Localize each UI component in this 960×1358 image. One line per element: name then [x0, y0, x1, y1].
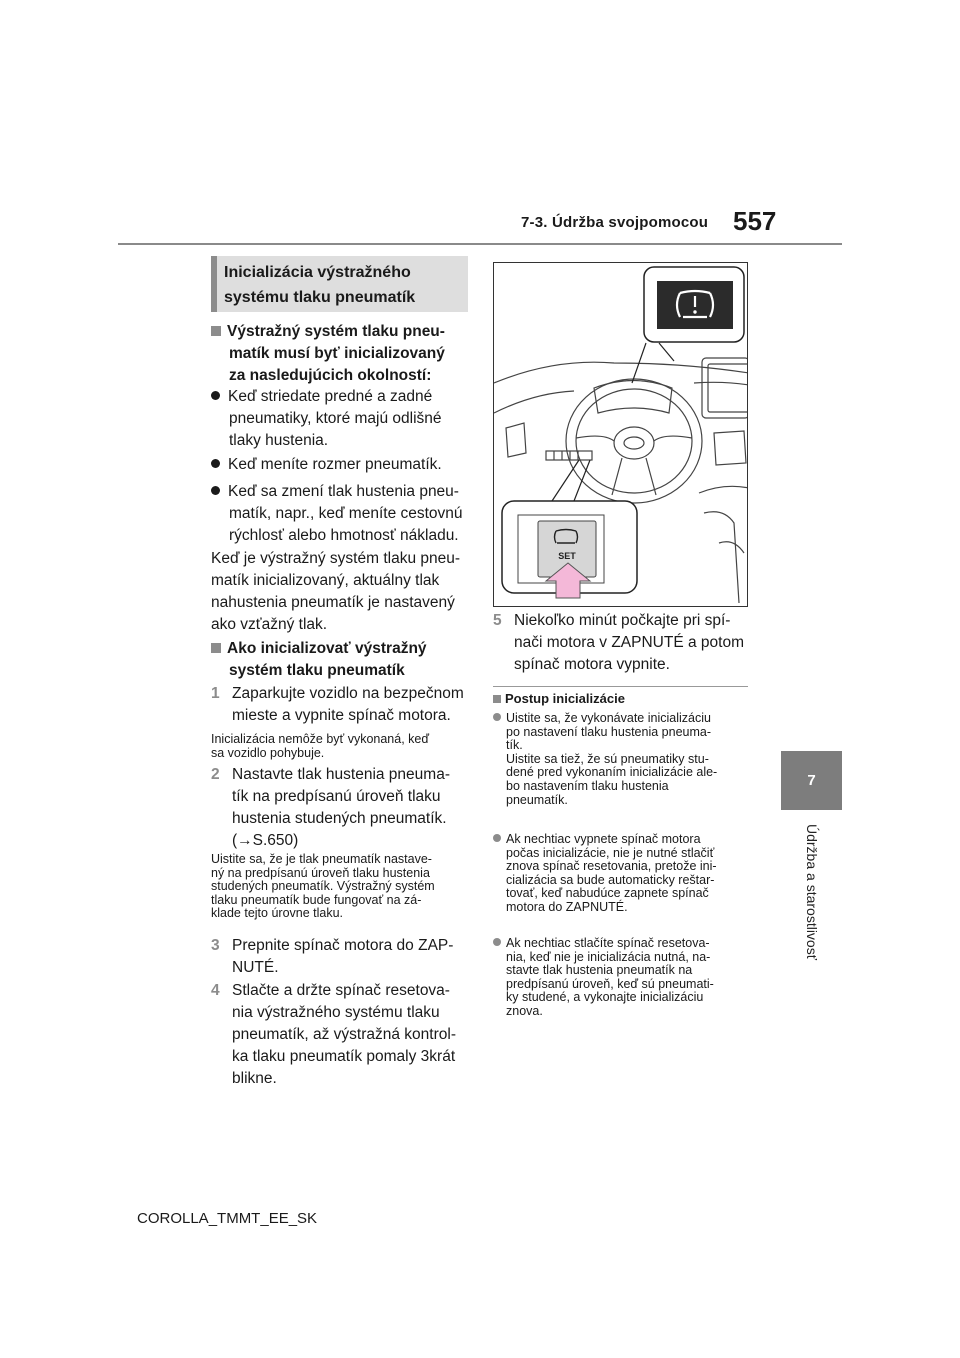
- bullet-dot-icon: [211, 486, 220, 495]
- steering-wheel: [566, 379, 702, 503]
- section-title-line2: systému tlaku pneumatík: [224, 289, 416, 306]
- bullet-dot-icon: [493, 834, 501, 842]
- note-item: Ak nechtiac stlačíte spínač resetova- nia, keď nie je inicializácia nutná, na- stavte tlak hustenia pneumatík na predpísanú úroveň, keď sú pneumati- ky studené, a vykonajte inicializáciu znova.: [493, 937, 714, 1019]
- bullet-item: Keď striedate predné a zadné pneumatiky, ktoré majú odlišné tlaky hustenia.: [211, 386, 442, 452]
- notes-heading: Postup inicializácie: [493, 691, 625, 706]
- instrument-cluster: [594, 381, 672, 414]
- body-paragraph: Keď je výstražný systém tlaku pneu- matík inicializovaný, aktuálny tlak nahustenia pneumatík je nastavený ako vzťažný tlak.: [211, 550, 461, 633]
- heading-initialization-required: Výstražný systém tlaku pneu- matík musí byť inicializovaný za nasledujúcich okolností:: [211, 321, 445, 387]
- dashboard-drawing: [494, 263, 748, 607]
- bullet-dot-icon: [211, 391, 220, 400]
- chapter-tab: 7: [781, 751, 842, 810]
- page-number: 557: [733, 206, 777, 236]
- square-bullet-icon: [211, 326, 221, 336]
- bullet-item: Keď sa zmení tlak hustenia pneu- matík, napr., keď meníte cestovnú rýchlosť alebo hmotnosť nákladu.: [211, 481, 463, 547]
- bullet-item: Keď meníte rozmer pneumatík.: [211, 454, 442, 476]
- step-4: 4 Stlačte a držte spínač resetova- nia výstražného systému tlaku pneumatík, až výstražná kontrol- ka tlaku pneumatík pomaly 3krát blikne.: [211, 982, 456, 1087]
- set-label: SET: [558, 551, 576, 561]
- document-code: COROLLA_TMMT_EE_SK: [137, 1210, 318, 1227]
- square-bullet-icon: [493, 695, 501, 703]
- section-title-box: [211, 256, 468, 312]
- section-title-line1: Inicializácia výstražného: [224, 264, 411, 281]
- step-1: 1 Zaparkujte vozidlo na bezpečnom mieste a vypnite spínač motora.: [211, 685, 464, 724]
- step-5: 5 Niekoľko minút počkajte pri spí- nači motora v ZAPNUTÉ a potom spínač motora vypnite.: [493, 612, 744, 673]
- note-item: Ak nechtiac vypnete spínač motora počas inicializácie, nie je nutné stlačiť znova spínač resetovania, pretože ini- cializácia sa bude automaticky reštar- tovať, keď nabudúce zapnete spínač motora do ZAPNUTÉ.: [493, 833, 717, 915]
- bullet-dot-icon: [211, 459, 220, 468]
- heading-how-to-initialize: Ako inicializovať výstražný systém tlaku pneumatík: [211, 638, 427, 682]
- notes-divider: [493, 686, 748, 687]
- square-bullet-icon: [211, 643, 221, 653]
- bullet-dot-icon: [493, 938, 501, 946]
- infotainment-screen: [702, 358, 748, 418]
- chapter-title-vertical: Údržba a starostlivosť: [804, 824, 820, 960]
- dashboard-illustration: [493, 262, 748, 607]
- step-2: 2 Nastavte tlak hustenia pneuma- tík na predpísanú úroveň tlaku hustenia studených pneumatík. (→S.650): [211, 766, 450, 849]
- note-item: Uistite sa, že vykonávate inicializáciu po nastavení tlaku hustenia pneuma- tík. Uistite sa tiež, že sú pneumatiky stu- dené pred vykonaním inicializácie ale- bo nastavením tlaku hustenia pneumatík.: [493, 712, 717, 807]
- step-2-note: Uistite sa, že je tlak pneumatík nastave- ný na predpísanú úroveň tlaku hustenia studených pneumatík. Výstražný systém tlaku pneumatík bude fungovať na zá- klade tejto úrovne tlaku.: [211, 852, 435, 921]
- step-1-note: Inicializácia nemôže byť vykonaná, keď sa vozidlo pohybuje.: [211, 732, 430, 760]
- bullet-dot-icon: [493, 713, 501, 721]
- section-header: 7-3. Údržba svojpomocou: [521, 214, 709, 231]
- header-rule: [118, 243, 842, 245]
- step-3: 3 Prepnite spínač motora do ZAP- NUTÉ.: [211, 937, 454, 976]
